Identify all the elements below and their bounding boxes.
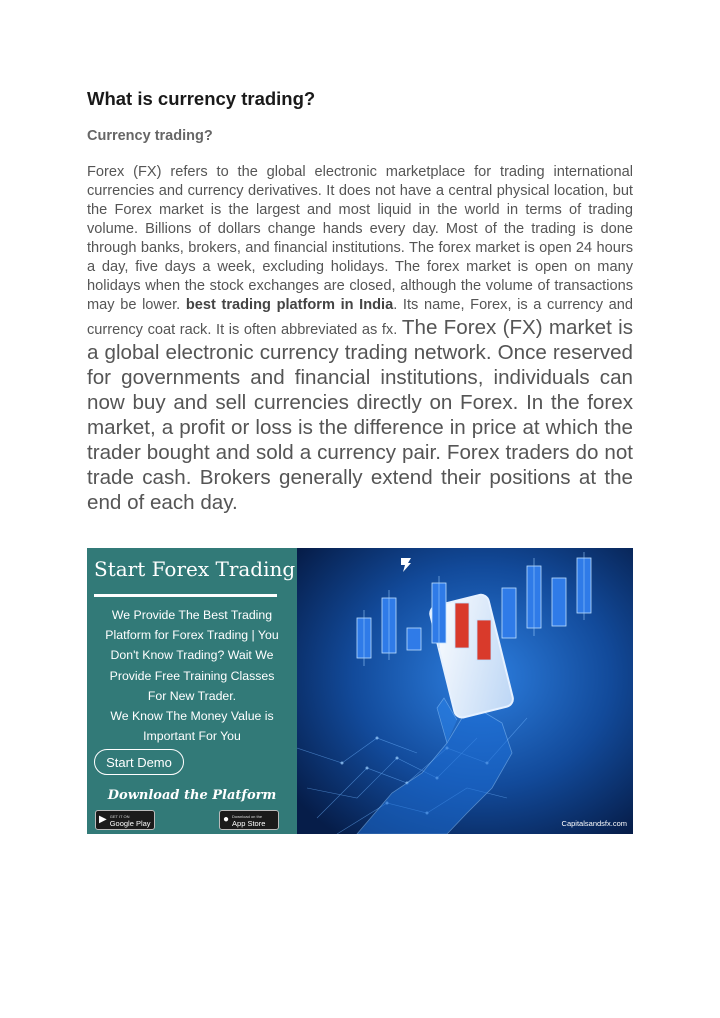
apple-icon: ● [223,814,230,825]
paragraph-part-3: The Forex (FX) market is a global electronic currency trading network. Once reserved for governments and financial institutions, individuals can now buy and sell currencies directly on Forex. In the forex market, a profit or loss is the difference in price at which the trader bought and sold a currency pair. Forex traders do not trade cash. Brokers generally extend their positions at the end of each day. [87,316,633,514]
promo-line: Don't Know Trading? Wait We [110,648,274,663]
google-play-label: Google Play [109,819,151,828]
promo-line: We Provide The Best Trading [111,608,273,622]
article-subtitle: Currency trading? [87,128,213,144]
promo-text [89,605,295,746]
app-store-caption: Download on the [232,814,263,819]
paragraph-part-1: Forex (FX) refers to the global electronic marketplace for trading international currencies and currency derivatives. It does not have a central physical location, but the Forex market is the largest and most liquid in the world in terms of trading volume. Billions of dollars change hands every day. Most of the trading is done through banks, brokers, and financial institutions. The forex market is open 24 hours a day, five days a week, excluding holidays. The forex market is open on many holidays when the stock exchanges are closed, although the volume of transactions may be lower. [87,164,633,313]
start-demo-button[interactable]: Start Demo [94,749,184,775]
promo-line: Provide Free Training Classes [109,668,275,683]
app-store-badge[interactable] [219,810,279,830]
google-play-caption: GET IT ON [109,814,130,819]
platform-link[interactable]: best trading platform in India [185,297,394,313]
capitalsands-logo-icon [399,557,413,573]
article-paragraph [87,163,633,515]
promo-line: For New Trader. [147,688,237,703]
google-play-icon: ▶ [99,814,107,825]
forex-banner [87,548,633,834]
trading-hand-illustration [297,548,633,834]
website-url: Capitalsandsfx.com [561,819,627,828]
banner-heading: Start Forex Trading [94,557,296,581]
heading-rule [94,594,277,597]
article-title: What is currency trading? [87,88,316,109]
promo-line: We Know The Money Value is [110,709,274,724]
promo-line: Platform for Forex Trading | You [105,628,279,643]
google-play-badge[interactable] [95,810,155,830]
download-heading: Download the Platform [107,788,277,803]
promo-line: Important For You [143,729,241,744]
promo-panel [87,548,297,834]
app-store-label: App Store [232,819,266,828]
paragraph-part-2: . Its name, Forex, is a currency and currency coat rack. It is often abbreviated as fx. [87,297,633,338]
